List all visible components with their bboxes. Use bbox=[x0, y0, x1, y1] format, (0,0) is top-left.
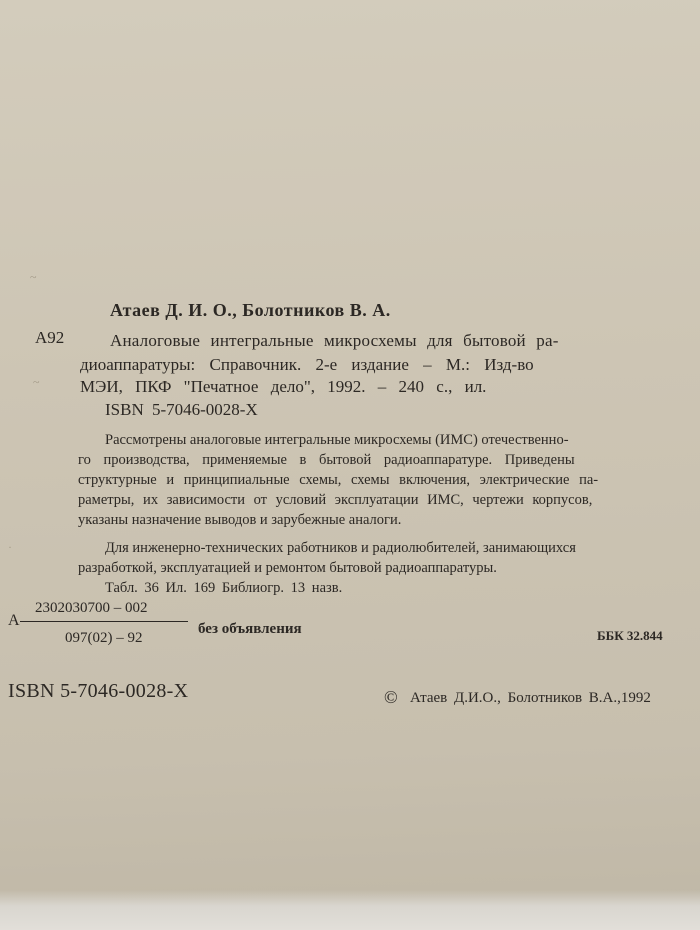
author-line: Атаев Д. И. О., Болотников В. А. bbox=[110, 300, 391, 320]
bbk-code: ББК 32.844 bbox=[597, 628, 663, 643]
library-code: А92 bbox=[35, 328, 65, 347]
margin-mark: ~ bbox=[30, 270, 37, 284]
bibliography-line-2: диоаппаратуры: Справочник. 2-е издание – М.: Изд-во bbox=[80, 355, 534, 374]
margin-mark: · bbox=[8, 540, 12, 554]
abstract-line-4: раметры, их зависимости от условий эксплуатации ИМС, чертежи корпусов, bbox=[78, 492, 593, 508]
fraction-letter: А bbox=[8, 612, 20, 629]
bibliography-isbn: ISBN 5-7046-0028-X bbox=[105, 400, 258, 419]
fraction-denominator: 097(02) – 92 bbox=[65, 630, 143, 646]
abstract-line-3: структурные и принципиальные схемы, схемы включения, электрические па- bbox=[78, 472, 599, 488]
margin-mark: ~ bbox=[33, 375, 40, 389]
fraction-numerator: 2302030700 – 002 bbox=[35, 600, 148, 616]
copyright-symbol: © bbox=[384, 687, 398, 707]
abstract-line-2: го производства, применяемые в бытовой радиоаппаратуре. Приведены bbox=[78, 452, 575, 468]
bibliography-line-3: МЭИ, ПКФ "Печатное дело", 1992. – 240 с., ил. bbox=[80, 377, 487, 396]
copyright-text: Атаев Д.И.О., Болотников В.А.,1992 bbox=[410, 690, 651, 706]
abstract-line-1: Рассмотрены аналоговые интегральные микросхемы (ИМС) отечественно- bbox=[105, 432, 569, 448]
bibliography-line-1: Аналоговые интегральные микросхемы для бытовой ра- bbox=[110, 331, 559, 350]
stats-line: Табл. 36 Ил. 169 Библиогр. 13 назв. bbox=[105, 580, 343, 596]
audience-line-2: разработкой, эксплуатацией и ремонтом бытовой радиоаппаратуры. bbox=[78, 560, 497, 576]
audience-line-1: Для инженерно-технических работников и радиолюбителей, занимающихся bbox=[105, 540, 576, 556]
footer-isbn: ISBN 5-7046-0028-X bbox=[8, 680, 189, 702]
no-announcement-note: без объявления bbox=[198, 621, 302, 637]
abstract-line-5: указаны назначение выводов и зарубежные аналоги. bbox=[78, 512, 402, 528]
fraction-bar bbox=[20, 621, 188, 622]
page-edge-shadow bbox=[0, 890, 700, 930]
